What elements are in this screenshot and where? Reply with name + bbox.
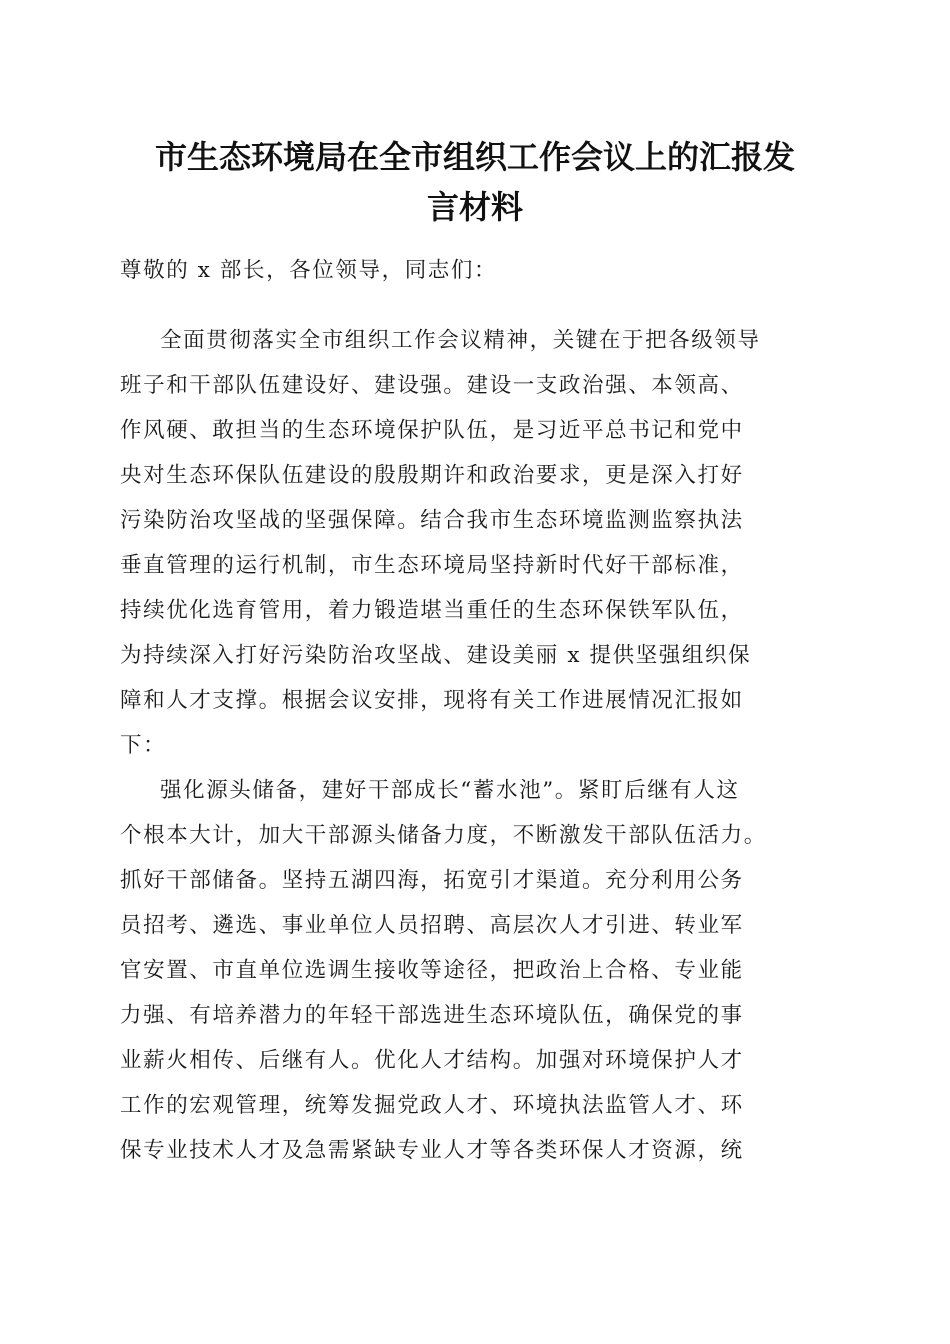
- paragraph-1-line: 全面贯彻落实全市组织工作会议精神，关键在于把各级领导: [160, 328, 761, 353]
- paragraph-2-line: 力强、有培养潜力的年轻干部选进生态环境队伍，确保党的事: [120, 1003, 744, 1028]
- paragraph-2-line: 官安置、市直单位选调生接收等途径，把政治上合格、专业能: [120, 958, 744, 983]
- paragraph-2-line: 个根本大计，加大干部源头储备力度，不断激发干部队伍活力。: [120, 823, 767, 848]
- paragraph-2-line: 保专业技术人才及急需紧缺专业人才等各类环保人才资源，统: [120, 1138, 744, 1163]
- paragraph-1-line: 下：: [120, 733, 167, 758]
- paragraph-1-line: 障和人才支撑。根据会议安排，现将有关工作进展情况汇报如: [120, 688, 744, 713]
- paragraph-2-line: 抓好干部储备。坚持五湖四海，拓宽引才渠道。充分利用公务: [120, 868, 744, 893]
- paragraph-1-line: 持续优化选育管用，着力锻造堪当重任的生态环保铁军队伍，: [120, 598, 744, 623]
- paragraph-2-line: 工作的宏观管理，统筹发掘党政人才、环境执法监管人才、环: [120, 1093, 744, 1118]
- paragraph-1-line: 央对生态环保队伍建设的殷殷期许和政治要求，更是深入打好: [120, 463, 744, 488]
- document-title-line-1: 市生态环境局在全市组织工作会议上的汇报发: [154, 138, 795, 176]
- paragraph-2-line: 员招考、遴选、事业单位人员招聘、高层次人才引进、转业军: [120, 913, 744, 938]
- paragraph-1-line: 班子和干部队伍建设好、建设强。建设一支政治强、本领高、: [120, 373, 744, 398]
- paragraph-1-line: 作风硬、敢担当的生态环境保护队伍，是习近平总书记和党中: [120, 418, 744, 443]
- paragraph-1-line: 污染防治攻坚战的坚强保障。结合我市生态环境监测监察执法: [120, 508, 744, 533]
- paragraph-2-line: 业薪火相传、后继有人。优化人才结构。加强对环境保护人才: [120, 1048, 744, 1073]
- paragraph-1-line: 垂直管理的运行机制，市生态环境局坚持新时代好干部标准，: [120, 553, 744, 578]
- paragraph-2-line: 强化源头储备，建好干部成长“蓄水池”。紧盯后继有人这: [160, 778, 740, 803]
- document-title-line-2: 言材料: [426, 188, 523, 226]
- paragraph-1-line: 为持续深入打好污染防治攻坚战、建设美丽 x 提供坚强组织保: [120, 643, 752, 668]
- salutation: 尊敬的 x 部长，各位领导，同志们：: [120, 258, 498, 283]
